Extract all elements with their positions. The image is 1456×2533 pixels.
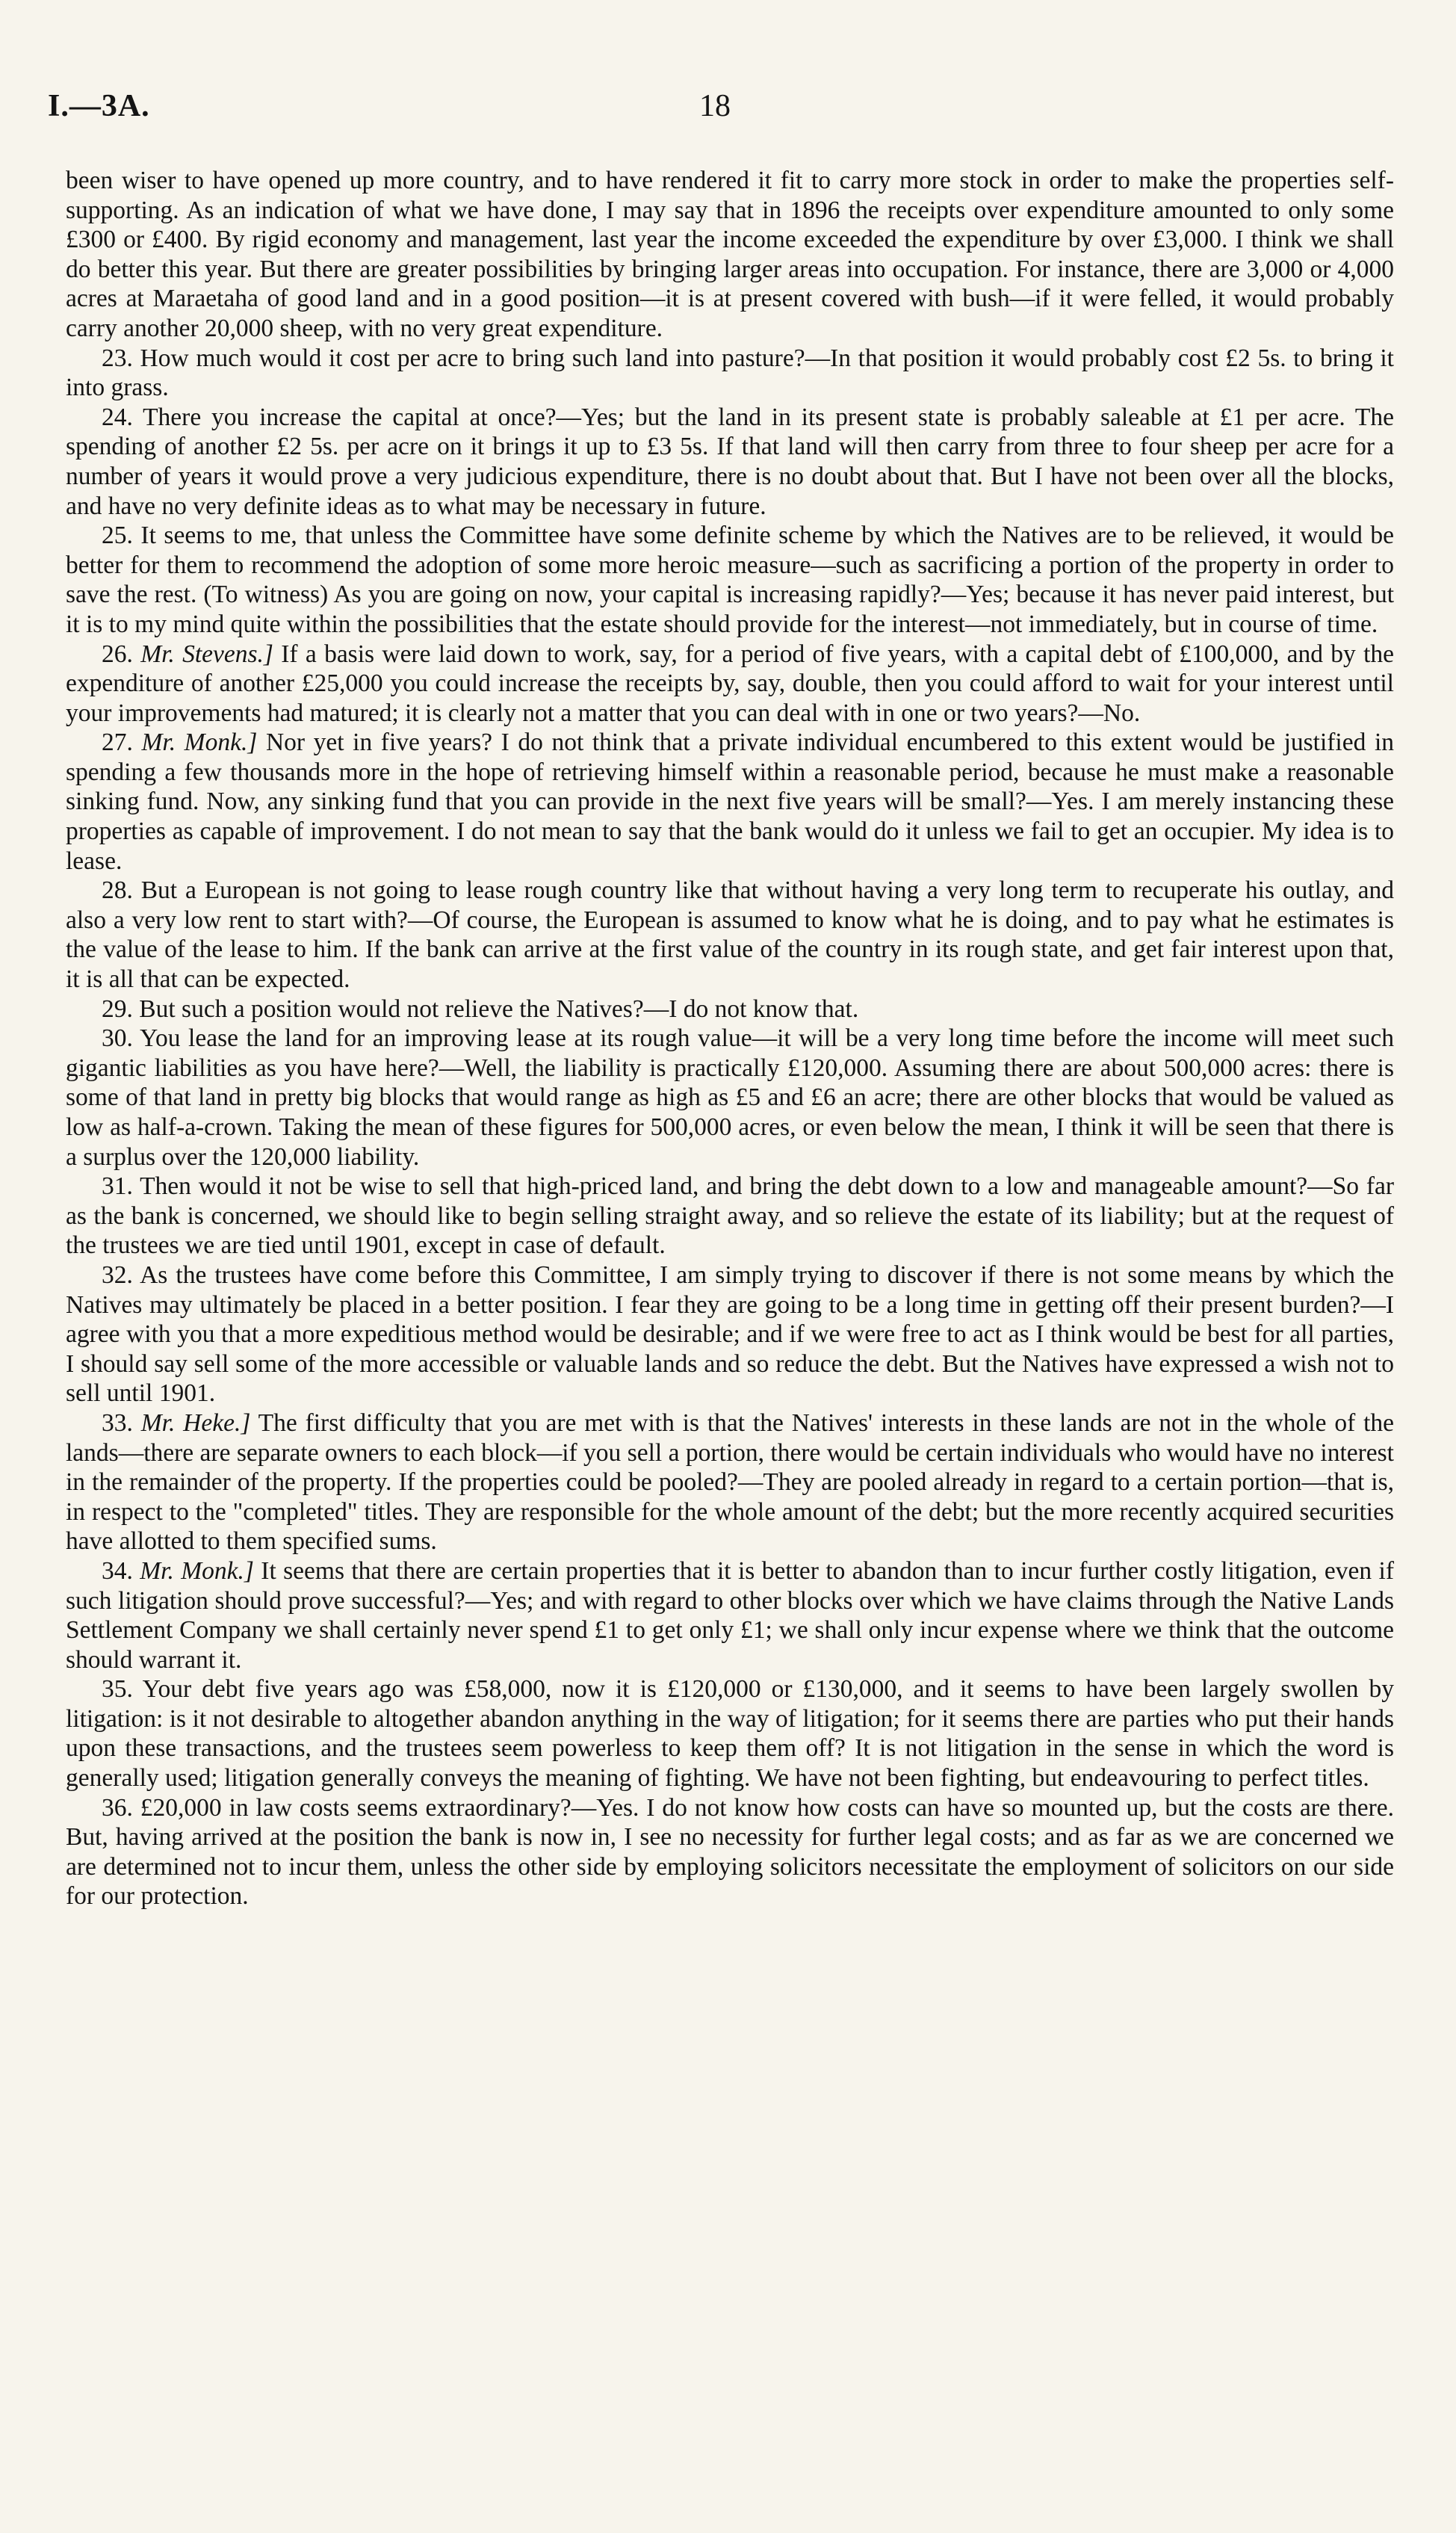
speaker-name: Mr. Monk.]	[141, 729, 258, 757]
page-body	[66, 166, 1394, 1911]
paragraph-30	[66, 1024, 1394, 1172]
question-number: 34.	[102, 1556, 140, 1585]
paragraph-34	[66, 1556, 1394, 1674]
paragraph-29	[66, 995, 1394, 1024]
paragraph-24	[66, 403, 1394, 521]
paragraph-text: 24. There you increase the capital at once?—Yes; but the land in its present state is probably saleable at £1 per acre. The spending of another £2 5s. per acre on it brings it up to £3 5s. If that land will then carry from three to four sheep per acre for a number of years it would prove a very judicious expenditure, there is no doubt about that. But I have not been over all the blocks, and have no very definite ideas as to what may be necessary in future.	[66, 403, 1394, 520]
question-number: 27.	[102, 729, 142, 757]
paragraph-28	[66, 876, 1394, 994]
paragraph-text: If a basis were laid down to work, say, for a period of five years, with a capital debt of £100,000, and by the expenditure of another £25,000 you could increase the receipts by, say, double, then you could afford to wait for your interest until your improvements had matured; it is clearly not a matter that you can deal with in one or two years?—No.	[66, 640, 1395, 727]
paragraph-text: 25. It seems to me, that unless the Committee have some definite scheme by which the Natives are to be relieved, it would be better for them to recommend the adoption of some more heroic measure—such as sacrificing a portion of the property in order to save the rest. (To witness) As you are going on now, your capital is increasing rapidly?—Yes; because it has never paid interest, but it is to my mind quite within the possibilities that the estate should provide for the interest—not immediately, but in course of time.	[66, 522, 1394, 638]
paragraph-text: 35. Your debt five years ago was £58,000, now it is £120,000 or £130,000, and it seems to have been largely swollen by litigation: is it not desirable to altogether abandon anything in the way of litigation; for it seems there are parties who put their hands upon these transactions, and the trustees seem powerless to keep them off? It is not litigation in the sense in which the word is generally used; litigation generally conveys the meaning of fighting. We have not been fighting, but endeavouring to perfect titles.	[66, 1675, 1394, 1793]
paragraph-text: Nor yet in five years? I do not think that a private individual encumbered to this extent would be justified in spending a few thousands more in the hope of retrieving himself within a reasonable period, because he must make a reasonable sinking fund. Now, any sinking fund that you can provide in the next five years will be small?—Yes. I am merely instancing these properties as capable of improvement. I do not mean to say that the bank would do it unless we fail to get an occupier. My idea is to lease.	[66, 729, 1395, 875]
question-number: 26.	[102, 640, 141, 668]
paragraph-33	[66, 1408, 1394, 1556]
paragraph-36	[66, 1793, 1394, 1911]
paragraph-32	[66, 1261, 1394, 1408]
paragraph-continued	[66, 166, 1394, 344]
paragraph-25	[66, 521, 1394, 639]
paragraph-23	[66, 344, 1394, 403]
paragraph-text: been wiser to have opened up more country, and to have rendered it fit to carry more stock in order to make the properties self-supporting. As an indication of what we have done, I may say that in 1896 the receipts over expenditure amounted to only some £300 or £400. By rigid economy and management, last year the income exceeded the expenditure by over £3,000. I think we shall do better this year. But there are greater possibilities by bringing larger areas into occupation. For instance, there are 3,000 or 4,000 acres at Maraetaha of good land and in a good position—it is at present covered with bush—if it were felled, it would probably carry another 20,000 sheep, with no very great expenditure.	[66, 167, 1394, 342]
paragraph-27	[66, 728, 1394, 876]
paragraph-text: 31. Then would it not be wise to sell that high-priced land, and bring the debt down to a low and manageable amount?—So far as the bank is concerned, we should like to begin selling straight away, and so relieve the estate of its liability; but at the request of the trustees we are tied until 1901, except in case of default.	[66, 1172, 1394, 1260]
document-reference: I.—3A.	[48, 89, 150, 123]
paragraph-text: 30. You lease the land for an improving lease at its rough value—it will be a very long time before the income will meet such gigantic liabilities as you have here?—Well, the liability is practically £120,000. Assuming there are about 500,000 acres: there is some of that land in pretty big blocks that would range as high as £5 and £6 an acre; there are other blocks that would be valued as low as half-a-crown. Taking the mean of these figures for 500,000 acres, or even below the mean, I think it will be seen that there is a surplus over the 120,000 liability.	[66, 1024, 1394, 1171]
speaker-name: Mr. Monk.]	[140, 1556, 254, 1585]
paragraph-35	[66, 1674, 1394, 1793]
paragraph-text: 36. £20,000 in law costs seems extraordinary?—Yes. I do not know how costs can have so mounted up, but the costs are there. But, having arrived at the position the bank is now in, I see no necessity for further legal costs; and as far as we are concerned we are determined not to incur them, unless the other side by employing solicitors necessitate the employment of solicitors on our side for our protection.	[66, 1793, 1394, 1911]
paragraph-26	[66, 640, 1394, 729]
page-header	[48, 88, 810, 140]
paragraph-text: 32. As the trustees have come before this Committee, I am simply trying to discover if there is not some means by which the Natives may ultimately be placed in a better position. I fear they are going to be a long time in getting off their present burden?—I agree with you that a more expeditious method would be desirable; and if we were free to act as I think would be best for all parties, I should say sell some of the more accessible or valuable lands and so reduce the debt. But the Natives have expressed a wish not to sell until 1901.	[66, 1261, 1394, 1408]
paragraph-text: 23. How much would it cost per acre to bring such land into pasture?—In that position it would probably cost £2 5s. to bring it into grass.	[66, 344, 1394, 402]
speaker-name: Mr. Heke.]	[140, 1408, 251, 1437]
paragraph-text: 28. But a European is not going to lease rough country like that without having a very long term to recuperate his outlay, and also a very low rent to start with?—Of course, the European is assumed to know what he is doing, and to pay what he estimates is the value of the lease to him. If the bank can arrive at the first value of the country in its rough state, and get fair interest upon that, it is all that can be expected.	[66, 876, 1394, 994]
paragraph-text: The first difficulty that you are met with is that the Natives' interests in these lands are not in the whole of the lands—there are separate owners to each block—if you sell a portion, there would be certain individuals who would have no interest in the remainder of the property. If the properties could be pooled?—They are pooled already in regard to a certain portion—that is, in respect to the "completed" titles. They are responsible for the whole amount of the debt; but the more recently acquired securities have allotted to them specified sums.	[66, 1408, 1395, 1556]
paragraph-text: It seems that there are certain properties that it is better to abandon than to incur further costly litigation, even if such litigation should prove successful?—Yes; and with regard to other blocks over which we have claims through the Native Lands Settlement Company we shall certainly never spend £1 to get only £1; we shall only incur expense where we think that the outcome should warrant it.	[66, 1556, 1394, 1674]
page-number: 18	[699, 89, 731, 123]
question-number: 33.	[102, 1408, 141, 1437]
paragraph-text: 29. But such a position would not relieve the Natives?—I do not know that.	[102, 995, 859, 1023]
speaker-name: Mr. Stevens.]	[140, 640, 273, 668]
paragraph-31	[66, 1172, 1394, 1261]
